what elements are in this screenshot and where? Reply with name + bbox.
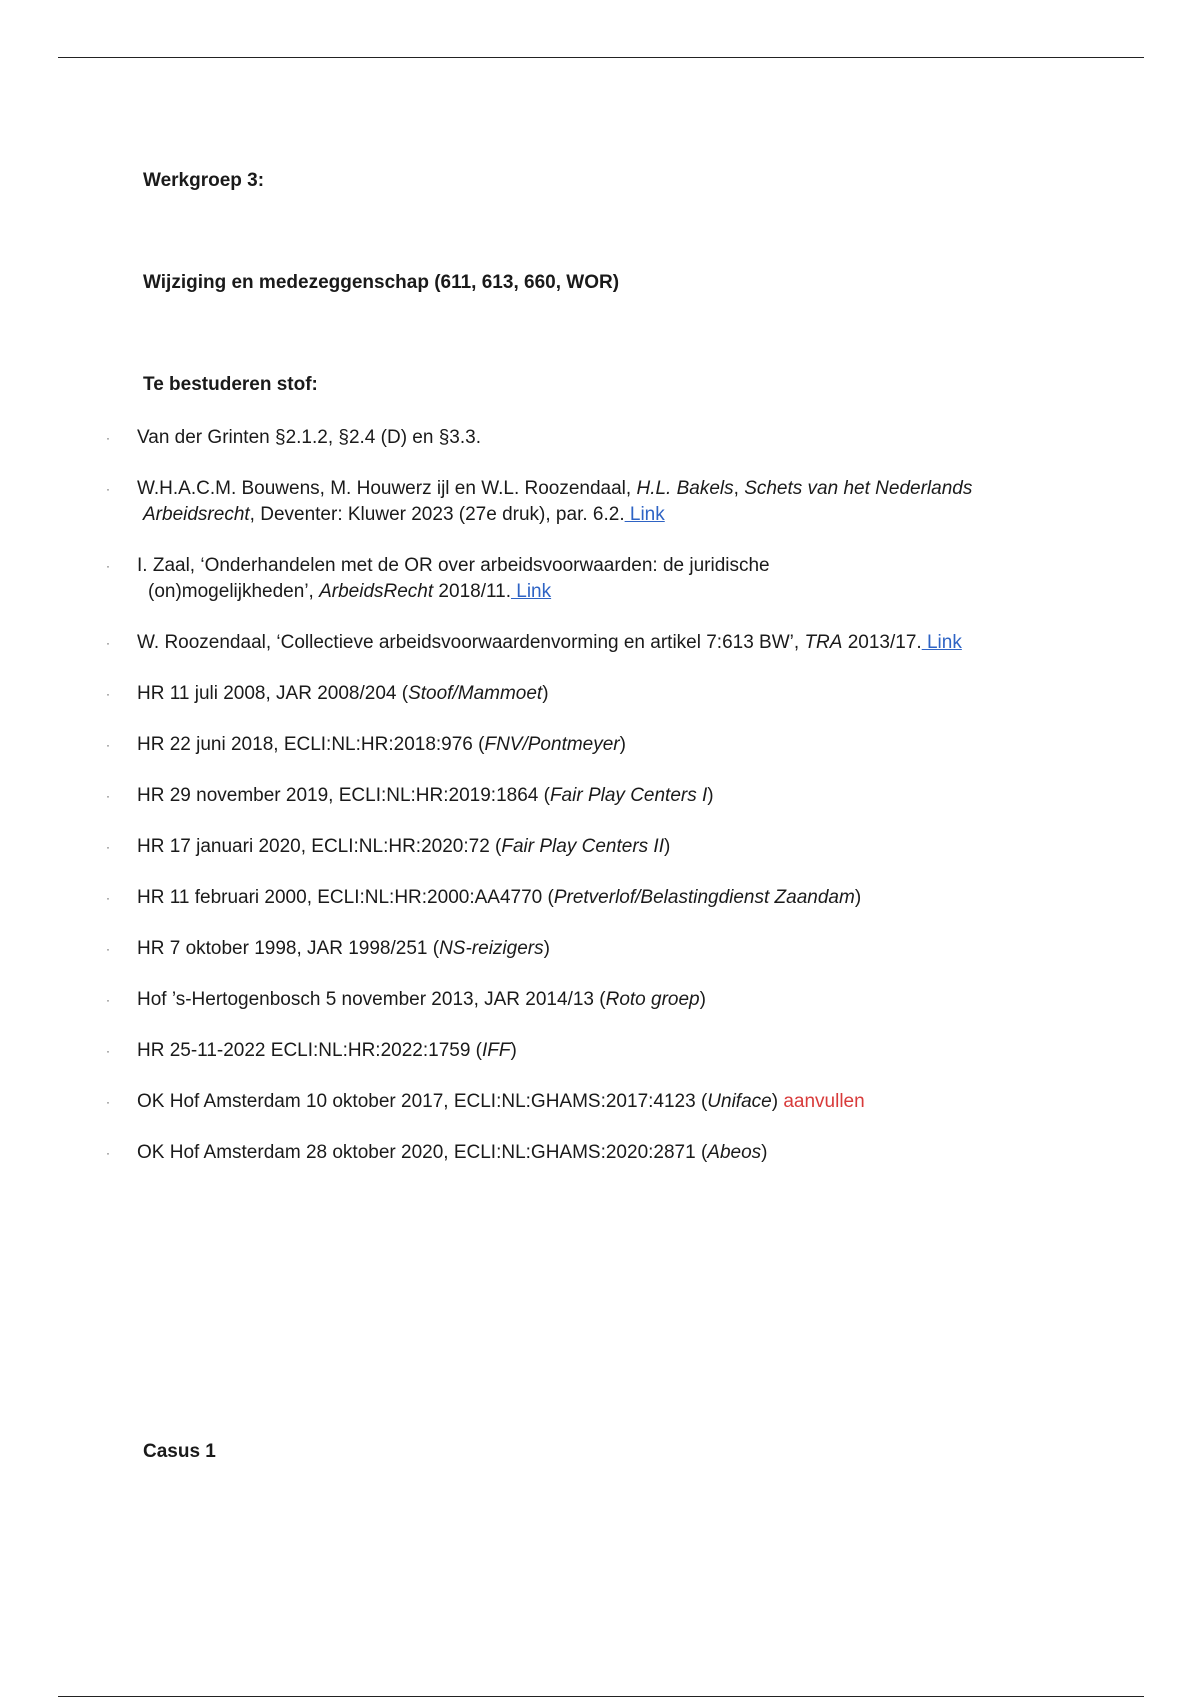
case-name: NS-reizigers [439, 938, 544, 959]
bottom-rule [58, 1696, 1144, 1697]
list-item [0, 1089, 1200, 1115]
list-item [0, 834, 1200, 860]
case-name: IFF [482, 1040, 511, 1061]
source-authors: W.H.A.C.M. Bouwens, M. Houwerz ijl en W.L. Roozendaal, [137, 478, 637, 499]
bullet: · [106, 840, 110, 854]
case-citation: HR 17 januari 2020, ECLI:NL:HR:2020:72 ( [137, 836, 502, 857]
list-item [0, 553, 1200, 605]
case-name: Pretverlof/Belastingdienst Zaandam [553, 887, 855, 908]
bullet: · [106, 891, 110, 905]
case-name: Stoof/Mammoet [408, 683, 543, 704]
bullet: · [106, 559, 110, 573]
reading-list [0, 425, 1200, 1191]
page-subtitle: Wijziging en medezeggenschap (611, 613, 660, WOR) [143, 272, 620, 293]
bullet: · [106, 431, 110, 445]
source-journal: TRA [804, 632, 843, 653]
bullet: · [106, 942, 110, 956]
source-text: W. Roozendaal, ‘Collectieve arbeidsvoorwaardenvorming en artikel 7:613 BW’, [137, 632, 805, 653]
bullet: · [106, 993, 110, 1007]
source-publication: 2013/17. [842, 632, 922, 653]
case-name: FNV/Pontmeyer [484, 734, 620, 755]
case-close: ) [619, 734, 626, 755]
list-item [0, 681, 1200, 707]
list-item [0, 630, 1200, 656]
case-close: ) [707, 785, 714, 806]
case-name: Abeos [707, 1142, 762, 1163]
source-link[interactable]: Link [510, 581, 552, 602]
source-sep: , [733, 478, 745, 499]
source-text: (on)mogelijkheden’, [148, 581, 320, 602]
case-name: Fair Play Centers I [549, 785, 708, 806]
case-heading: Casus 1 [143, 1441, 216, 1462]
list-item [0, 732, 1200, 758]
list-item [0, 425, 1200, 451]
top-rule [58, 57, 1144, 58]
source-link[interactable]: Link [624, 504, 665, 525]
case-citation: HR 29 november 2019, ECLI:NL:HR:2019:1864 ( [137, 785, 550, 806]
case-name: Fair Play Centers II [501, 836, 664, 857]
case-close: ) [663, 836, 671, 857]
source-title: Arbeidsrecht [143, 504, 250, 525]
case-citation: HR 7 oktober 1998, JAR 1998/251 ( [137, 938, 440, 959]
bullet: · [106, 482, 110, 496]
case-close: ) [699, 989, 706, 1010]
source-title: Schets van het Nederlands [744, 478, 973, 499]
bullet: · [106, 1095, 110, 1109]
source-publication: , Deventer: Kluwer 2023 (27e druk), par. 6.2. [249, 504, 625, 525]
source-text: Van der Grinten §2.1.2, §2.4 (D) en §3.3. [137, 427, 481, 448]
list-item [0, 936, 1200, 962]
todo-note: aanvullen [778, 1091, 865, 1112]
list-item [0, 987, 1200, 1013]
case-citation: Hof ’s-Hertogenbosch 5 november 2013, JAR 2014/13 ( [137, 989, 606, 1010]
list-item [0, 1038, 1200, 1064]
case-citation: HR 11 februari 2000, ECLI:NL:HR:2000:AA4770 ( [137, 887, 554, 908]
case-close: ) [542, 683, 549, 704]
case-citation: OK Hof Amsterdam 10 oktober 2017, ECLI:NL:GHAMS:2017:4123 ( [137, 1091, 708, 1112]
page-title: Werkgroep 3: [143, 170, 265, 191]
source-title: H.L. Bakels [636, 478, 734, 499]
case-name: Roto groep [605, 989, 700, 1010]
source-journal: ArbeidsRecht [319, 581, 434, 602]
source-link[interactable]: Link [921, 632, 962, 653]
case-close: ) [771, 1091, 779, 1112]
case-citation: HR 25-11-2022 ECLI:NL:HR:2022:1759 ( [137, 1040, 483, 1061]
source-text: I. Zaal, ‘Onderhandelen met de OR over arbeidsvoorwaarden: de juridische [137, 555, 770, 576]
case-close: ) [761, 1142, 768, 1163]
bullet: · [106, 687, 110, 701]
study-heading: Te bestuderen stof: [143, 374, 318, 395]
source-publication: 2018/11. [433, 581, 511, 602]
case-close: ) [854, 887, 862, 908]
bullet: · [106, 636, 110, 650]
list-item [0, 476, 1200, 528]
case-citation: HR 22 juni 2018, ECLI:NL:HR:2018:976 ( [137, 734, 485, 755]
list-item [0, 783, 1200, 809]
bullet: · [106, 1146, 110, 1160]
case-close: ) [543, 938, 550, 959]
case-name: Uniface [707, 1091, 772, 1112]
bullet: · [106, 1044, 110, 1058]
case-close: ) [510, 1040, 517, 1061]
bullet: · [106, 738, 110, 752]
list-item [0, 1140, 1200, 1166]
case-citation: OK Hof Amsterdam 28 oktober 2020, ECLI:NL:GHAMS:2020:2871 ( [137, 1142, 708, 1163]
list-item [0, 885, 1200, 911]
bullet: · [106, 789, 110, 803]
case-citation: HR 11 juli 2008, JAR 2008/204 ( [137, 683, 409, 704]
